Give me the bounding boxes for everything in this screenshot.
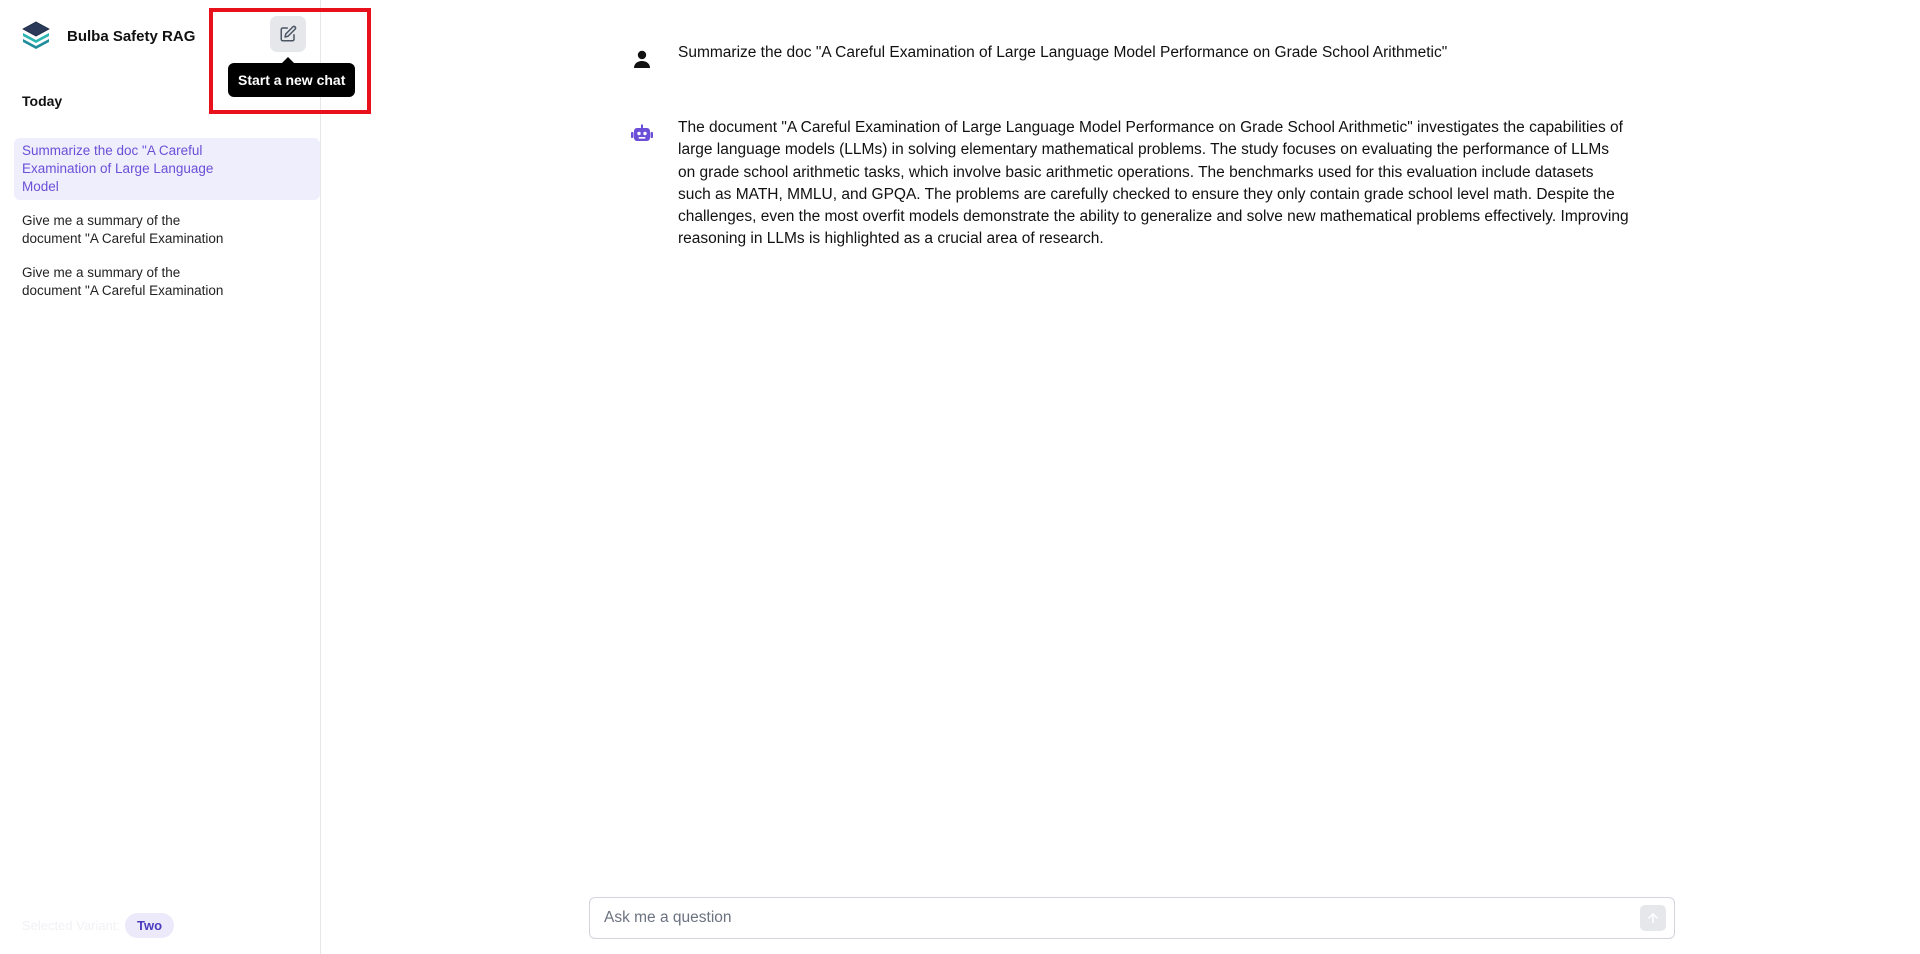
arrow-up-icon [1646,911,1660,925]
assistant-message-text: The document "A Careful Examination of Large Language Model Performance on Grade School Arithmetic" investigates the capabilities of large language models (LLMs) in solving elementary mathematical problems. The study focuses on evaluating the performance of LLMs on grade school arithmetic tasks, which involve basic arithmetic operations. The benchmarks used for this evaluation include datasets such as MATH, MMLU, and GPQA. The problems are carefully checked to ensure they only contain grade school level math. Despite the challenges, even the most overfit models demonstrate the ability to generalize and solve new mathematical problems effectively. Improving reasoning in LLMs is highlighted as a crucial area of research. [678,119,1629,248]
variant-label: Selected Variant: [22,918,121,933]
history-section-title: Today [22,93,63,109]
sidebar [0,0,346,954]
history-item[interactable] [14,260,320,304]
variant-selector [22,913,174,938]
assistant-message [630,117,1630,251]
history-item-label: Summarize the doc "A Careful Examination of Large Language Model [22,143,214,194]
new-chat-tooltip: Start a new chat [228,63,355,97]
app-title: Bulba Safety RAG [67,27,196,45]
history-item-label: Give me a summary of the document "A Careful Examination [22,213,224,246]
chat-history-list [14,138,320,312]
edit-icon [279,25,297,43]
history-item[interactable] [14,208,320,252]
history-item[interactable] [14,138,320,200]
robot-icon [630,123,654,147]
layers-stack-icon [20,20,52,52]
user-icon [630,47,654,71]
user-message [630,42,1630,71]
history-item-label: Give me a summary of the document "A Careful Examination [22,265,224,298]
variant-badge[interactable]: Two [125,913,174,938]
question-input[interactable] [590,898,1640,938]
user-message-text: Summarize the doc "A Careful Examination of Large Language Model Performance on Grade School Arithmetic" [678,44,1448,61]
chat-composer [589,897,1675,939]
new-chat-button[interactable] [270,16,306,52]
send-button[interactable] [1640,905,1666,931]
brand[interactable] [20,20,195,52]
